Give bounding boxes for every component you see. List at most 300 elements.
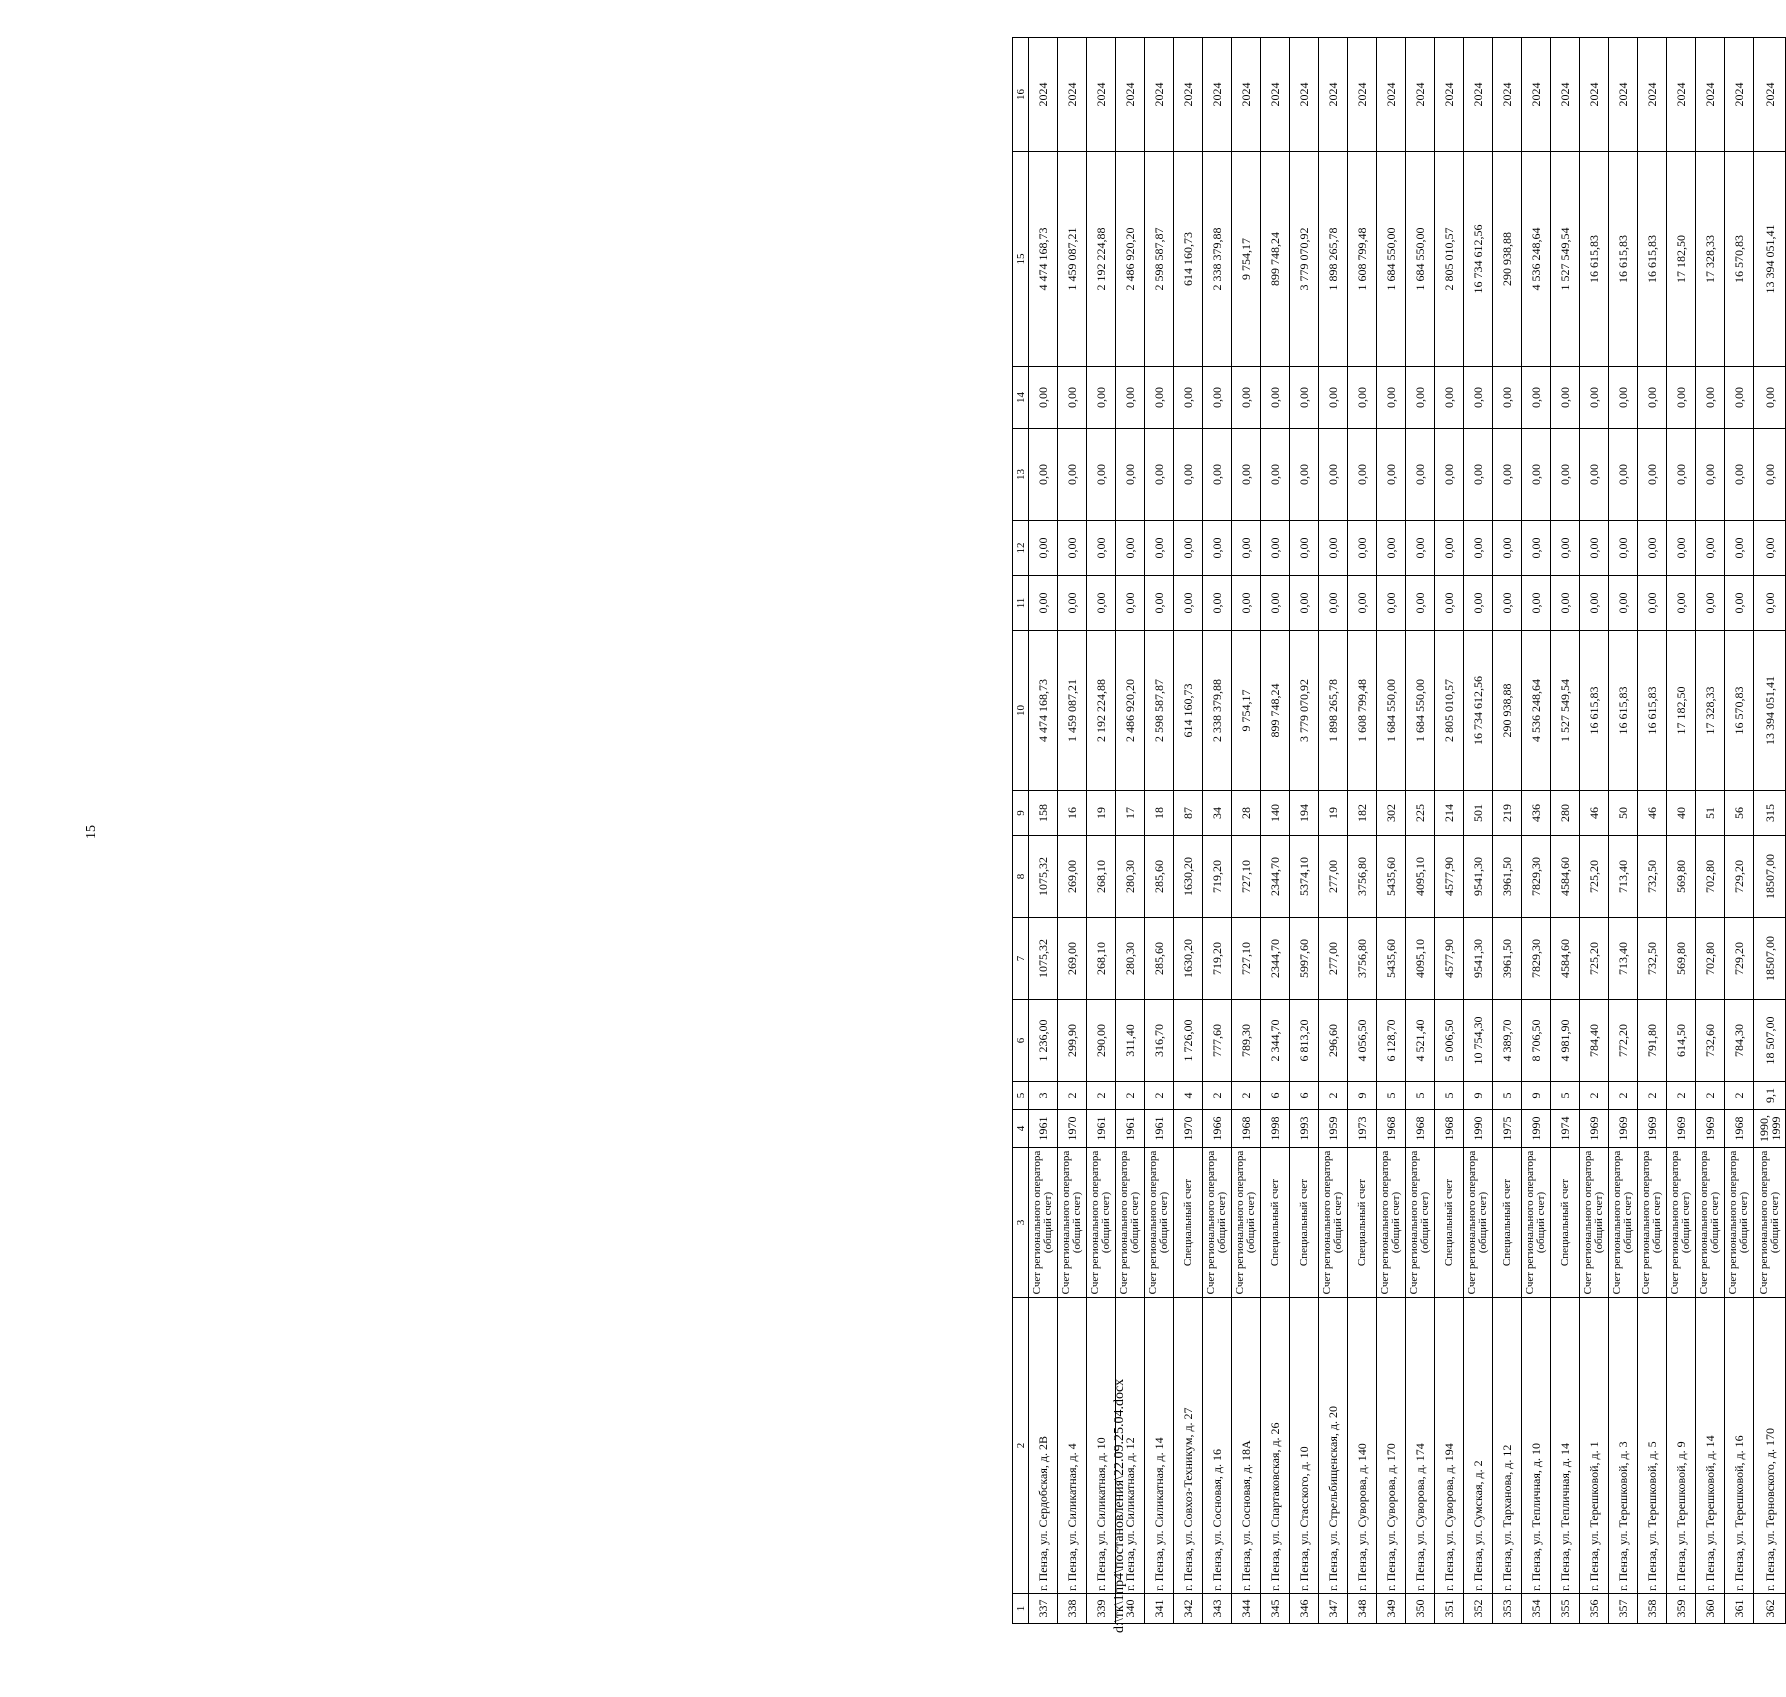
capital-repair-table (1012, 37, 1786, 1624)
cell-address: г. Пенза, ул. Силикатная, д. 12 (1116, 1298, 1145, 1594)
cell-cost-municipal: 0,00 (1029, 429, 1058, 521)
cell-cost-federal: 0,00 (1406, 576, 1435, 631)
cell-cost-owners: 0,00 (1116, 367, 1145, 429)
cell-cost-federal: 0,00 (1377, 576, 1406, 631)
cell-row-number: 337 (1029, 1594, 1058, 1624)
cell-cost-fund: 290 938,88 (1493, 152, 1522, 367)
cell-residents: 28 (1232, 791, 1261, 836)
cell-cost-federal: 0,00 (1116, 576, 1145, 631)
cell-floors: 3 (1029, 1082, 1058, 1110)
cell-residents: 19 (1319, 791, 1348, 836)
cell-total-area: 732,60 (1696, 1000, 1725, 1082)
column-header: 3 (1013, 1148, 1029, 1298)
cell-row-number: 340 (1116, 1594, 1145, 1624)
cell-cost-municipal: 0,00 (1493, 429, 1522, 521)
cell-total-area: 311,40 (1116, 1000, 1145, 1082)
cell-cost-fund: 2 486 920,20 (1116, 152, 1145, 367)
cell-residents: 315 (1754, 791, 1786, 836)
cell-total-cost: 2 805 010,57 (1435, 631, 1464, 791)
cell-cost-fund: 16 615,83 (1580, 152, 1609, 367)
cell-completion-year: 2024 (1232, 38, 1261, 152)
cell-cost-regional: 0,00 (1435, 521, 1464, 576)
table-row (1609, 38, 1638, 1624)
cell-cost-fund: 1 898 265,78 (1319, 152, 1348, 367)
cell-cost-municipal: 0,00 (1522, 429, 1551, 521)
cell-cost-fund: 4 474 168,73 (1029, 152, 1058, 367)
cell-cost-regional: 0,00 (1203, 521, 1232, 576)
cell-floors: 2 (1580, 1082, 1609, 1110)
cell-year-built: 1961 (1087, 1110, 1116, 1148)
cell-cost-regional: 0,00 (1377, 521, 1406, 576)
cell-completion-year: 2024 (1522, 38, 1551, 152)
cell-row-number: 354 (1522, 1594, 1551, 1624)
cell-cost-municipal: 0,00 (1203, 429, 1232, 521)
cell-cost-owners: 0,00 (1377, 367, 1406, 429)
cell-address: г. Пенза, ул. Совхоз-Техникум, д. 27 (1174, 1298, 1203, 1594)
cell-residents: 214 (1435, 791, 1464, 836)
cell-cost-federal: 0,00 (1696, 576, 1725, 631)
cell-row-number: 352 (1464, 1594, 1493, 1624)
cell-cost-owners: 0,00 (1667, 367, 1696, 429)
cell-total-area: 8 706,50 (1522, 1000, 1551, 1082)
cell-year-built: 1990, 1999 (1754, 1110, 1786, 1148)
cell-residential-area: 3961,50 (1493, 836, 1522, 918)
column-header: 16 (1013, 38, 1029, 152)
table-row (1290, 38, 1319, 1624)
cell-account-type: Счет регионального оператора (общий счет) (1754, 1148, 1786, 1298)
cell-address: г. Пенза, ул. Терешковой, д. 14 (1696, 1298, 1725, 1594)
cell-residents: 87 (1174, 791, 1203, 836)
cell-row-number: 353 (1493, 1594, 1522, 1624)
cell-residential-area: 1075,32 (1029, 836, 1058, 918)
cell-cost-fund: 16 615,83 (1609, 152, 1638, 367)
cell-completion-year: 2024 (1029, 38, 1058, 152)
cell-year-built: 1973 (1348, 1110, 1377, 1148)
cell-residents: 51 (1696, 791, 1725, 836)
table-row (1754, 38, 1786, 1624)
cell-residential-area: 719,20 (1203, 836, 1232, 918)
cell-floors: 6 (1261, 1082, 1290, 1110)
cell-residential-area: 725,20 (1580, 836, 1609, 918)
column-header: 11 (1013, 576, 1029, 631)
cell-residential-area: 3756,80 (1348, 836, 1377, 918)
cell-residents: 17 (1116, 791, 1145, 836)
cell-cost-municipal: 0,00 (1754, 429, 1786, 521)
cell-completion-year: 2024 (1493, 38, 1522, 152)
cell-account-type: Счет регионального оператора (общий счет) (1638, 1148, 1667, 1298)
cell-address: г. Пенза, ул. Сердобская, д. 2В (1029, 1298, 1058, 1594)
cell-cost-fund: 16 734 612,56 (1464, 152, 1493, 367)
cell-account-type: Счет регионального оператора (общий счет) (1580, 1148, 1609, 1298)
cell-residents: 219 (1493, 791, 1522, 836)
cell-completion-year: 2024 (1551, 38, 1580, 152)
cell-cost-owners: 0,00 (1087, 367, 1116, 429)
table-row (1203, 38, 1232, 1624)
table-row (1464, 38, 1493, 1624)
cell-residential-area: 277,00 (1319, 836, 1348, 918)
cell-completion-year: 2024 (1435, 38, 1464, 152)
cell-total-area: 18 507,00 (1754, 1000, 1786, 1082)
cell-total-cost: 16 615,83 (1638, 631, 1667, 791)
cell-living-area: 569,80 (1667, 918, 1696, 1000)
cell-cost-regional: 0,00 (1464, 521, 1493, 576)
cell-residents: 182 (1348, 791, 1377, 836)
cell-cost-regional: 0,00 (1725, 521, 1754, 576)
cell-completion-year: 2024 (1319, 38, 1348, 152)
cell-row-number: 345 (1261, 1594, 1290, 1624)
cell-total-area: 2 344,70 (1261, 1000, 1290, 1082)
cell-cost-owners: 0,00 (1406, 367, 1435, 429)
table-row (1029, 38, 1058, 1624)
cell-cost-municipal: 0,00 (1087, 429, 1116, 521)
cell-account-type: Счет регионального оператора (общий счет) (1145, 1148, 1174, 1298)
cell-living-area: 727,10 (1232, 918, 1261, 1000)
cell-total-area: 791,80 (1638, 1000, 1667, 1082)
cell-living-area: 729,20 (1725, 918, 1754, 1000)
cell-residential-area: 569,80 (1667, 836, 1696, 918)
cell-address: г. Пенза, ул. Терешковой, д. 16 (1725, 1298, 1754, 1594)
column-header: 13 (1013, 429, 1029, 521)
cell-living-area: 4584,60 (1551, 918, 1580, 1000)
column-header: 14 (1013, 367, 1029, 429)
cell-account-type: Счет регионального оператора (общий счет) (1609, 1148, 1638, 1298)
cell-living-area: 725,20 (1580, 918, 1609, 1000)
cell-cost-federal: 0,00 (1754, 576, 1786, 631)
cell-cost-municipal: 0,00 (1609, 429, 1638, 521)
table-row (1174, 38, 1203, 1624)
cell-year-built: 1968 (1725, 1110, 1754, 1148)
cell-account-type: Счет регионального оператора (общий счет) (1464, 1148, 1493, 1298)
cell-address: г. Пенза, ул. Спартаковская, д. 26 (1261, 1298, 1290, 1594)
cell-cost-regional: 0,00 (1029, 521, 1058, 576)
cell-cost-owners: 0,00 (1261, 367, 1290, 429)
cell-cost-federal: 0,00 (1290, 576, 1319, 631)
cell-completion-year: 2024 (1087, 38, 1116, 152)
table-body (1029, 38, 1786, 1624)
cell-year-built: 1975 (1493, 1110, 1522, 1148)
cell-cost-owners: 0,00 (1609, 367, 1638, 429)
cell-residents: 56 (1725, 791, 1754, 836)
cell-floors: 2 (1667, 1082, 1696, 1110)
cell-row-number: 342 (1174, 1594, 1203, 1624)
cell-total-area: 10 754,30 (1464, 1000, 1493, 1082)
cell-completion-year: 2024 (1406, 38, 1435, 152)
cell-address: г. Пенза, ул. Стрельбищенская, д. 20 (1319, 1298, 1348, 1594)
cell-cost-fund: 1 684 550,00 (1377, 152, 1406, 367)
table-row (1638, 38, 1667, 1624)
column-header: 2 (1013, 1298, 1029, 1594)
column-header: 1 (1013, 1594, 1029, 1624)
cell-total-cost: 1 898 265,78 (1319, 631, 1348, 791)
column-header: 15 (1013, 152, 1029, 367)
cell-living-area: 18507,00 (1754, 918, 1786, 1000)
cell-year-built: 1968 (1406, 1110, 1435, 1148)
cell-row-number: 346 (1290, 1594, 1319, 1624)
cell-completion-year: 2024 (1290, 38, 1319, 152)
cell-total-cost: 16 615,83 (1609, 631, 1638, 791)
cell-total-area: 614,50 (1667, 1000, 1696, 1082)
cell-address: г. Пенза, ул. Стасского, д. 10 (1290, 1298, 1319, 1594)
cell-completion-year: 2024 (1261, 38, 1290, 152)
cell-cost-federal: 0,00 (1638, 576, 1667, 631)
cell-row-number: 343 (1203, 1594, 1232, 1624)
cell-living-area: 268,10 (1087, 918, 1116, 1000)
cell-total-cost: 4 536 248,64 (1522, 631, 1551, 791)
cell-address: г. Пенза, ул. Сосновая, д. 16 (1203, 1298, 1232, 1594)
cell-account-type: Счет регионального оператора (общий счет) (1116, 1148, 1145, 1298)
cell-account-type: Счет регионального оператора (общий счет) (1667, 1148, 1696, 1298)
cell-row-number: 355 (1551, 1594, 1580, 1624)
cell-cost-federal: 0,00 (1348, 576, 1377, 631)
cell-row-number: 357 (1609, 1594, 1638, 1624)
cell-year-built: 1969 (1580, 1110, 1609, 1148)
cell-total-cost: 2 598 587,87 (1145, 631, 1174, 791)
table-row (1435, 38, 1464, 1624)
cell-year-built: 1990 (1464, 1110, 1493, 1148)
cell-cost-fund: 2 338 379,88 (1203, 152, 1232, 367)
table-row (1522, 38, 1551, 1624)
cell-cost-municipal: 0,00 (1290, 429, 1319, 521)
table-row (1667, 38, 1696, 1624)
cell-cost-municipal: 0,00 (1725, 429, 1754, 521)
cell-total-area: 784,30 (1725, 1000, 1754, 1082)
cell-cost-municipal: 0,00 (1638, 429, 1667, 521)
cell-floors: 5 (1377, 1082, 1406, 1110)
cell-completion-year: 2024 (1580, 38, 1609, 152)
cell-total-cost: 1 527 549,54 (1551, 631, 1580, 791)
cell-total-cost: 9 754,17 (1232, 631, 1261, 791)
cell-completion-year: 2024 (1667, 38, 1696, 152)
cell-cost-municipal: 0,00 (1348, 429, 1377, 521)
cell-cost-fund: 2 192 224,88 (1087, 152, 1116, 367)
cell-residential-area: 7829,30 (1522, 836, 1551, 918)
cell-cost-federal: 0,00 (1203, 576, 1232, 631)
cell-floors: 2 (1116, 1082, 1145, 1110)
cell-residential-area: 4584,60 (1551, 836, 1580, 918)
page-number: 15 (84, 825, 99, 839)
cell-residents: 140 (1261, 791, 1290, 836)
cell-cost-federal: 0,00 (1319, 576, 1348, 631)
cell-floors: 2 (1319, 1082, 1348, 1110)
cell-total-cost: 1 459 087,21 (1058, 631, 1087, 791)
cell-living-area: 713,40 (1609, 918, 1638, 1000)
cell-account-type: Специальный счет (1290, 1148, 1319, 1298)
cell-cost-fund: 13 394 051,41 (1754, 152, 1786, 367)
cell-completion-year: 2024 (1174, 38, 1203, 152)
cell-total-cost: 16 734 612,56 (1464, 631, 1493, 791)
cell-residential-area: 713,40 (1609, 836, 1638, 918)
cell-cost-regional: 0,00 (1696, 521, 1725, 576)
cell-residents: 280 (1551, 791, 1580, 836)
cell-cost-municipal: 0,00 (1435, 429, 1464, 521)
cell-row-number: 358 (1638, 1594, 1667, 1624)
column-header: 10 (1013, 631, 1029, 791)
table-row (1348, 38, 1377, 1624)
cell-cost-owners: 0,00 (1522, 367, 1551, 429)
cell-cost-fund: 16 570,83 (1725, 152, 1754, 367)
cell-cost-regional: 0,00 (1493, 521, 1522, 576)
cell-cost-municipal: 0,00 (1580, 429, 1609, 521)
cell-residents: 225 (1406, 791, 1435, 836)
cell-living-area: 280,30 (1116, 918, 1145, 1000)
cell-cost-federal: 0,00 (1667, 576, 1696, 631)
cell-row-number: 361 (1725, 1594, 1754, 1624)
cell-living-area: 702,80 (1696, 918, 1725, 1000)
column-header: 6 (1013, 1000, 1029, 1082)
cell-account-type: Специальный счет (1261, 1148, 1290, 1298)
cell-residents: 436 (1522, 791, 1551, 836)
cell-year-built: 1970 (1058, 1110, 1087, 1148)
cell-address: г. Пенза, ул. Терешковой, д. 5 (1638, 1298, 1667, 1594)
cell-completion-year: 2024 (1058, 38, 1087, 152)
cell-total-area: 772,20 (1609, 1000, 1638, 1082)
cell-residential-area: 18507,00 (1754, 836, 1786, 918)
cell-total-cost: 1 684 550,00 (1406, 631, 1435, 791)
cell-account-type: Счет регионального оператора (общий счет) (1522, 1148, 1551, 1298)
cell-cost-federal: 0,00 (1493, 576, 1522, 631)
cell-total-area: 296,60 (1319, 1000, 1348, 1082)
cell-total-area: 6 128,70 (1377, 1000, 1406, 1082)
cell-living-area: 4095,10 (1406, 918, 1435, 1000)
cell-residents: 50 (1609, 791, 1638, 836)
cell-cost-municipal: 0,00 (1667, 429, 1696, 521)
cell-completion-year: 2024 (1696, 38, 1725, 152)
cell-floors: 5 (1435, 1082, 1464, 1110)
cell-cost-federal: 0,00 (1058, 576, 1087, 631)
cell-cost-municipal: 0,00 (1261, 429, 1290, 521)
cell-address: г. Пенза, ул. Сосновая, д. 18А (1232, 1298, 1261, 1594)
cell-residents: 46 (1638, 791, 1667, 836)
cell-account-type: Специальный счет (1348, 1148, 1377, 1298)
cell-row-number: 341 (1145, 1594, 1174, 1624)
cell-year-built: 1993 (1290, 1110, 1319, 1148)
cell-address: г. Пенза, ул. Суворова, д. 140 (1348, 1298, 1377, 1594)
cell-completion-year: 2024 (1116, 38, 1145, 152)
cell-total-area: 777,60 (1203, 1000, 1232, 1082)
cell-cost-regional: 0,00 (1406, 521, 1435, 576)
cell-total-cost: 614 160,73 (1174, 631, 1203, 791)
cell-cost-fund: 899 748,24 (1261, 152, 1290, 367)
cell-account-type: Счет регионального оператора (общий счет) (1696, 1148, 1725, 1298)
cell-living-area: 285,60 (1145, 918, 1174, 1000)
cell-address: г. Пенза, ул. Сумская, д. 2 (1464, 1298, 1493, 1594)
cell-total-area: 784,40 (1580, 1000, 1609, 1082)
cell-total-cost: 17 328,33 (1696, 631, 1725, 791)
cell-cost-municipal: 0,00 (1406, 429, 1435, 521)
cell-floors: 6 (1290, 1082, 1319, 1110)
cell-residential-area: 2344,70 (1261, 836, 1290, 918)
table-row (1493, 38, 1522, 1624)
column-header: 5 (1013, 1082, 1029, 1110)
cell-floors: 2 (1087, 1082, 1116, 1110)
cell-residents: 18 (1145, 791, 1174, 836)
cell-cost-regional: 0,00 (1580, 521, 1609, 576)
cell-cost-federal: 0,00 (1464, 576, 1493, 631)
cell-cost-owners: 0,00 (1203, 367, 1232, 429)
cell-cost-fund: 614 160,73 (1174, 152, 1203, 367)
cell-residential-area: 268,10 (1087, 836, 1116, 918)
column-header: 8 (1013, 836, 1029, 918)
cell-cost-regional: 0,00 (1116, 521, 1145, 576)
cell-cost-federal: 0,00 (1609, 576, 1638, 631)
cell-cost-regional: 0,00 (1290, 521, 1319, 576)
cell-cost-fund: 1 459 087,21 (1058, 152, 1087, 367)
cell-total-cost: 2 338 379,88 (1203, 631, 1232, 791)
cell-cost-regional: 0,00 (1174, 521, 1203, 576)
cell-year-built: 1969 (1609, 1110, 1638, 1148)
cell-cost-regional: 0,00 (1754, 521, 1786, 576)
cell-row-number: 344 (1232, 1594, 1261, 1624)
cell-floors: 4 (1174, 1082, 1203, 1110)
cell-living-area: 269,00 (1058, 918, 1087, 1000)
cell-address: г. Пенза, ул. Силикатная, д. 14 (1145, 1298, 1174, 1594)
cell-cost-owners: 0,00 (1638, 367, 1667, 429)
table-row (1232, 38, 1261, 1624)
cell-cost-owners: 0,00 (1174, 367, 1203, 429)
cell-cost-municipal: 0,00 (1696, 429, 1725, 521)
cell-cost-owners: 0,00 (1058, 367, 1087, 429)
cell-account-type: Счет регионального оператора (общий счет) (1319, 1148, 1348, 1298)
rotated-table-container (1012, 37, 1786, 1624)
cell-total-cost: 1 684 550,00 (1377, 631, 1406, 791)
cell-completion-year: 2024 (1464, 38, 1493, 152)
cell-cost-regional: 0,00 (1261, 521, 1290, 576)
cell-cost-federal: 0,00 (1232, 576, 1261, 631)
cell-total-area: 290,00 (1087, 1000, 1116, 1082)
cell-address: г. Пенза, ул. Терешковой, д. 9 (1667, 1298, 1696, 1594)
cell-floors: 2 (1145, 1082, 1174, 1110)
cell-address: г. Пенза, ул. Тепличная, д. 10 (1522, 1298, 1551, 1594)
cell-address: г. Пенза, ул. Суворова, д. 194 (1435, 1298, 1464, 1594)
cell-total-cost: 1 608 799,48 (1348, 631, 1377, 791)
column-header: 9 (1013, 791, 1029, 836)
cell-total-area: 299,90 (1058, 1000, 1087, 1082)
cell-total-cost: 17 182,50 (1667, 631, 1696, 791)
cell-total-area: 4 056,50 (1348, 1000, 1377, 1082)
table-row (1406, 38, 1435, 1624)
cell-completion-year: 2024 (1725, 38, 1754, 152)
cell-year-built: 1968 (1232, 1110, 1261, 1148)
cell-residential-area: 280,30 (1116, 836, 1145, 918)
table-row (1551, 38, 1580, 1624)
cell-row-number: 348 (1348, 1594, 1377, 1624)
cell-cost-regional: 0,00 (1319, 521, 1348, 576)
cell-living-area: 3756,80 (1348, 918, 1377, 1000)
cell-total-cost: 13 394 051,41 (1754, 631, 1786, 791)
cell-total-cost: 2 192 224,88 (1087, 631, 1116, 791)
cell-cost-fund: 1 527 549,54 (1551, 152, 1580, 367)
cell-floors: 2 (1725, 1082, 1754, 1110)
cell-total-cost: 16 615,83 (1580, 631, 1609, 791)
cell-total-area: 4 981,90 (1551, 1000, 1580, 1082)
cell-total-area: 1 236,00 (1029, 1000, 1058, 1082)
cell-cost-regional: 0,00 (1145, 521, 1174, 576)
cell-total-area: 789,30 (1232, 1000, 1261, 1082)
cell-cost-municipal: 0,00 (1377, 429, 1406, 521)
cell-residential-area: 727,10 (1232, 836, 1261, 918)
cell-cost-federal: 0,00 (1029, 576, 1058, 631)
cell-residential-area: 732,50 (1638, 836, 1667, 918)
cell-completion-year: 2024 (1638, 38, 1667, 152)
cell-cost-owners: 0,00 (1754, 367, 1786, 429)
cell-completion-year: 2024 (1754, 38, 1786, 152)
cell-living-area: 7829,30 (1522, 918, 1551, 1000)
cell-residents: 19 (1087, 791, 1116, 836)
cell-total-cost: 16 570,83 (1725, 631, 1754, 791)
cell-cost-owners: 0,00 (1435, 367, 1464, 429)
cell-cost-owners: 0,00 (1348, 367, 1377, 429)
cell-cost-regional: 0,00 (1551, 521, 1580, 576)
